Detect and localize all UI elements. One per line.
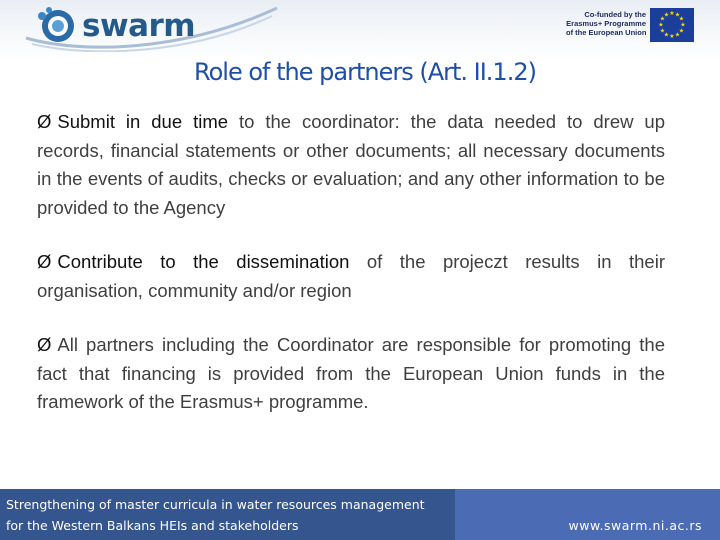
eu-text-line-3: of the European Union <box>566 28 647 37</box>
svg-text:★: ★ <box>678 15 685 23</box>
bullet-promotion <box>37 331 665 417</box>
bullet-lead: Submit in due time <box>57 111 229 132</box>
footer-project-line-1: Strengthening of master curricula in water resources management <box>6 497 425 512</box>
bullet-submit <box>37 108 665 222</box>
eu-flag-icon <box>650 8 694 42</box>
slide-title: Role of the partners (Art. II.1.2) <box>194 58 536 86</box>
svg-text:★: ★ <box>659 15 666 23</box>
bullet-text: of the projeczt results in their organisation, community and/or region <box>37 251 665 301</box>
svg-text:★: ★ <box>680 21 686 29</box>
swarm-logo <box>22 2 282 52</box>
bullet-dissemination <box>37 248 665 305</box>
footer-project-line-2: for the Western Balkans HEIs and stakeholders <box>6 518 299 533</box>
bullet-lead: Contribute to the dissemination <box>57 251 350 272</box>
svg-text:★: ★ <box>669 33 675 40</box>
footer-website-link[interactable]: www.swarm.ni.ac.rs <box>568 518 702 533</box>
footer-project-panel <box>0 489 455 540</box>
svg-text:★: ★ <box>659 27 666 35</box>
footer-bar <box>0 489 720 540</box>
svg-text:★: ★ <box>678 27 685 35</box>
svg-text:★: ★ <box>674 31 681 39</box>
svg-text:★: ★ <box>674 11 681 19</box>
svg-text:★: ★ <box>669 10 675 17</box>
eu-cofunded-logo <box>566 8 694 44</box>
eu-cofunded-text <box>566 10 646 37</box>
svg-text:★: ★ <box>663 11 670 19</box>
eu-text-line-2: Erasmus+ Programme <box>566 19 646 28</box>
bullet-arrow-icon: Ø <box>37 111 52 132</box>
bullet-text: All partners including the Coordinator are responsible for promoting the fact that financing is provided from the European Union funds in the framework of the Erasmus+ programme. <box>37 334 665 412</box>
svg-text:★: ★ <box>663 31 670 39</box>
bullet-arrow-icon: Ø <box>37 251 52 272</box>
bullet-text: to the coordinator: the data needed to drew up records, financial statements or other documents; all necessary documents in the events of audits, checks or evaluation; and any other information to be provided to the Agency <box>37 111 665 218</box>
svg-text:★: ★ <box>658 21 664 29</box>
eu-text-line-1: Co-funded by the <box>584 10 646 19</box>
slide-body <box>37 108 665 417</box>
logo-wordmark: swarm <box>82 8 196 44</box>
bullet-arrow-icon: Ø <box>37 334 52 355</box>
